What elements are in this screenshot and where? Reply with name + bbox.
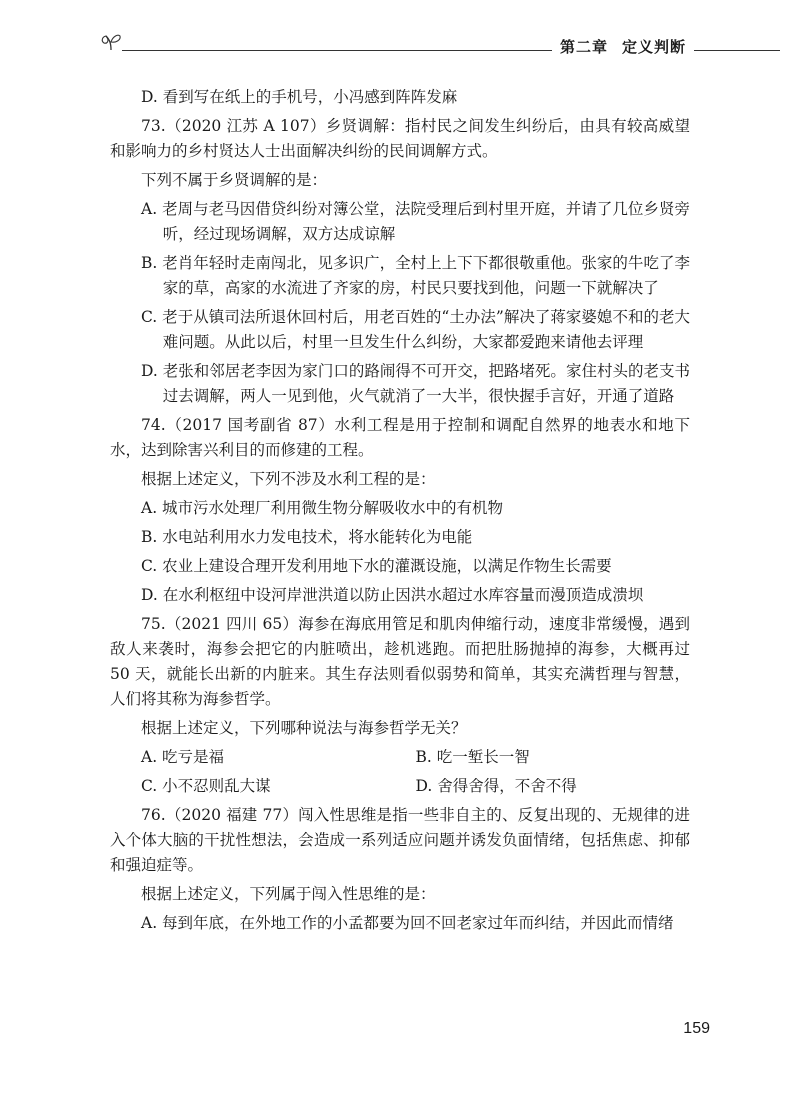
question-76-stem: 76.（2020 福建 77）闯入性思维是指一些非自主的、反复出现的、无规律的进入个体大脑的干扰性想法，会造成一系列适应问题并诱发负面情绪，包括焦虑、抑郁和强迫症等。 [110,806,690,874]
option-d-q72: D. 看到写在纸上的手机号，小冯感到阵阵发麻 [141,88,458,106]
question-75-option-a: A. 吃亏是福 [141,748,225,766]
question-75-prompt: 根据上述定义，下列哪种说法与海参哲学无关？ [141,719,467,737]
page-number: 159 [683,1020,710,1037]
question-74-stem: 74.（2017 国考副省 87）水利工程是用于控制和调配自然界的地表水和地下水，达到除害兴利目的而修建的工程。 [110,416,690,459]
page-content [110,85,690,940]
question-75-options-row-1 [110,745,690,770]
question-75-options-row-2 [110,774,690,799]
question-74-option-b: B. 水电站利用水力发电技术，将水能转化为电能 [141,528,473,546]
question-73-option-a: A. 老周与老马因借贷纠纷对簿公堂，法院受理后到村里开庭，并请了几位乡贤旁听，经过现场调解，双方达成谅解 [141,200,690,243]
question-75-stem: 75.（2021 四川 65）海参在海底用管足和肌肉伸缩行动，速度非常缓慢，遇到敌人来袭时，海参会把它的内脏喷出，趁机逃跑。而把肚肠抛掉的海参，大概再过 50 天，就能长出新的内脏来。其生存法则看似弱势和简单，其实充满哲理与智慧，人们将其称为海参哲学。 [110,615,690,708]
question-74-option-d: D. 在水利枢纽中设河岸泄洪道以防止因洪水超过水库容量而漫顶造成溃坝 [141,586,644,604]
question-75-option-d: D. 舍得舍得，不舍不得 [415,777,577,795]
question-73-stem: 73.（2020 江苏 A 107）乡贤调解：指村民之间发生纠纷后，由具有较高威望和影响力的乡村贤达人士出面解决纠纷的民间调解方式。 [110,117,690,160]
question-75-option-c: C. 小不忍则乱大谋 [141,777,271,795]
chapter-label: 第二章 [560,38,609,56]
question-74-option-a: A. 城市污水处理厂利用微生物分解吸收水中的有机物 [141,499,504,517]
question-73-option-d: D. 老张和邻居老李因为家门口的路闹得不可开交，把路堵死。家住村头的老支书过去调解，两人一见到他，火气就消了一大半，很快握手言好，开通了道路 [141,362,690,405]
page-header [100,30,780,60]
question-75-option-b: B. 吃一堑长一智 [415,748,530,766]
question-73-prompt: 下列不属于乡贤调解的是： [141,171,328,189]
question-73-option-c: C. 老于从镇司法所退休回村后，用老百姓的“土办法”解决了蒋家婆媳不和的老大难问题。从此以后，村里一旦发生什么纠纷，大家都爱跑来请他去评理 [141,308,690,351]
question-76-option-a: A. 每到年底，在外地工作的小孟都要为回不回老家过年而纠结，并因此而情绪 [141,914,674,932]
question-74-option-c: C. 农业上建设合理开发利用地下水的灌溉设施，以满足作物生长需要 [141,557,612,575]
question-76-prompt: 根据上述定义，下列属于闯入性思维的是： [141,885,436,903]
question-74-prompt: 根据上述定义，下列不涉及水利工程的是： [141,470,436,488]
header-title [552,36,694,57]
leaf-icon [100,30,122,52]
section-label: 定义判断 [622,38,687,56]
question-73-option-b: B. 老肖年轻时走南闯北，见多识广，全村上上下下都很敬重他。张家的牛吃了李家的草，高家的水流进了齐家的房，村民只要找到他，问题一下就解决了 [141,254,690,297]
